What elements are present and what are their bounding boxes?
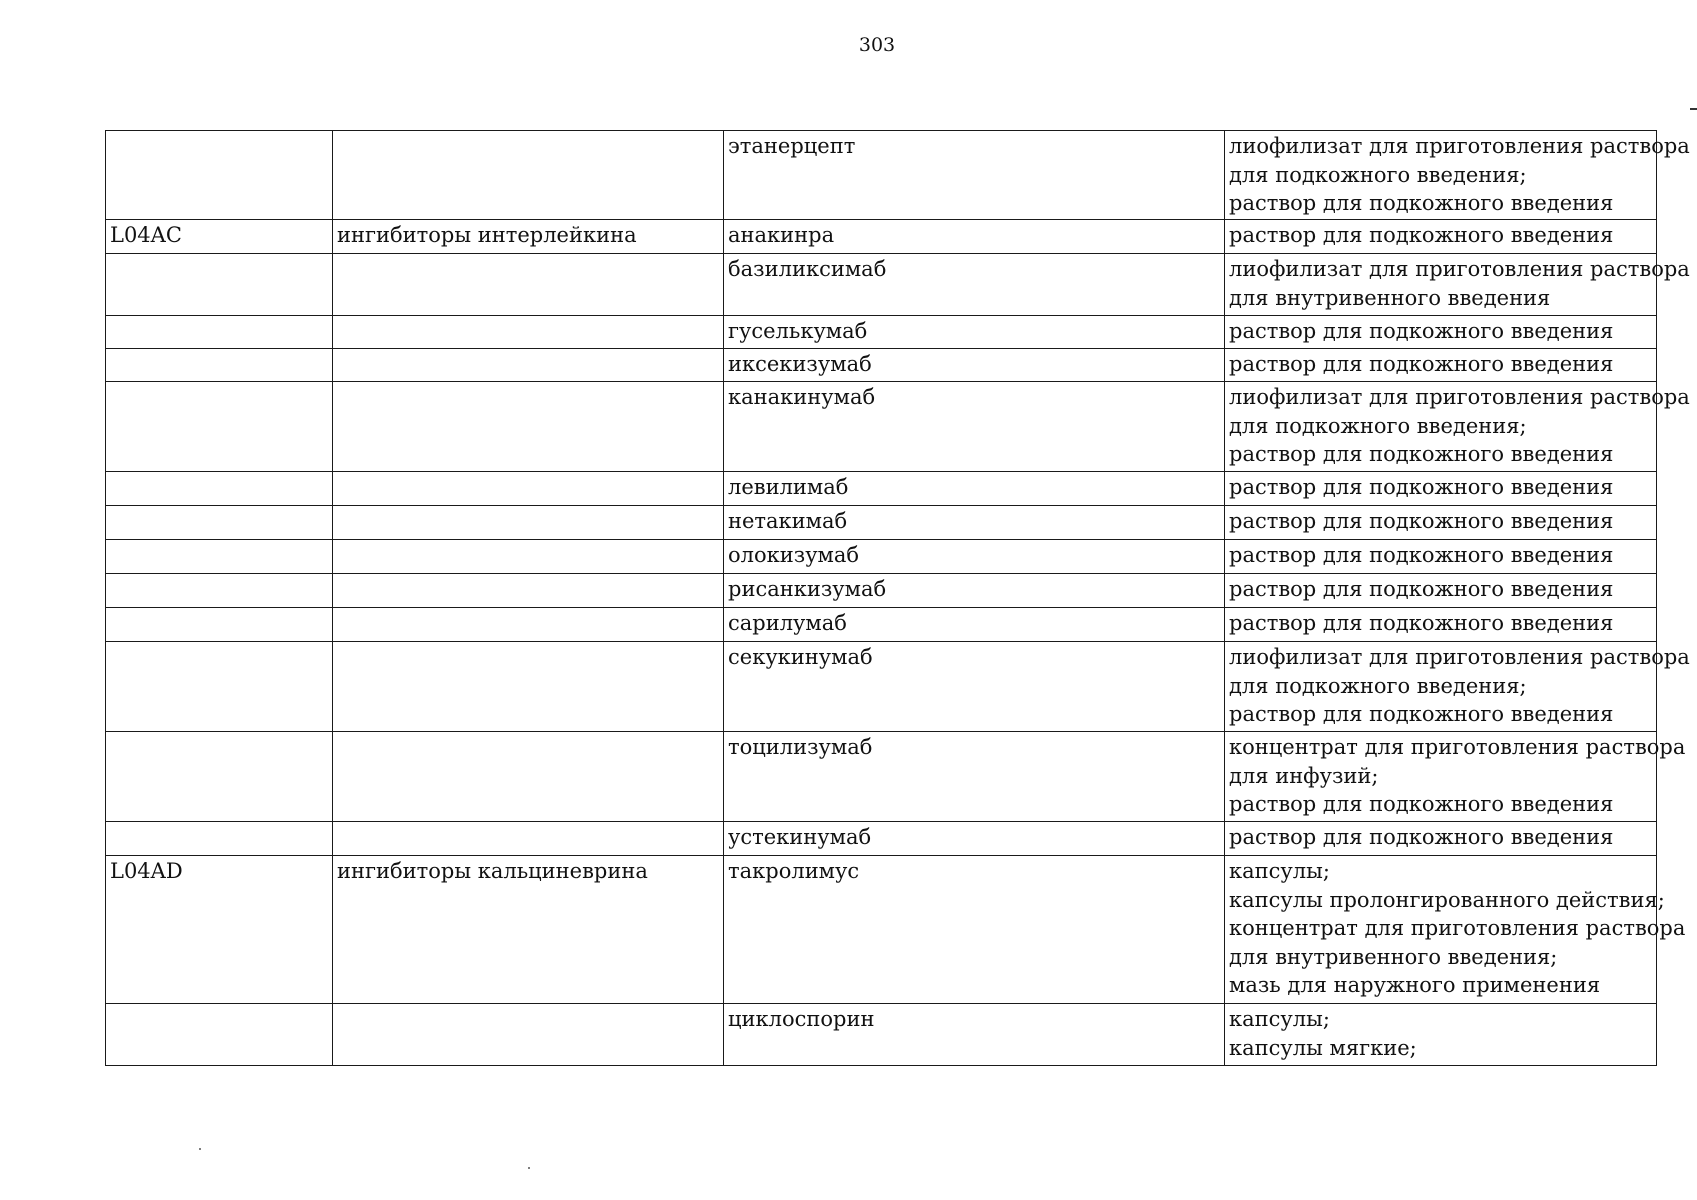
dosage-form-cell	[1225, 316, 1657, 349]
dosage-form-line: раствор для подкожного введения	[1229, 191, 1614, 215]
dosage-form-line: раствор для подкожного введения	[1229, 352, 1614, 376]
edge-mark	[1690, 108, 1697, 110]
table-row	[106, 608, 1657, 642]
dosage-form-line: капсулы пролонгированного действия;	[1229, 887, 1665, 912]
dosage-form-line: капсулы;	[1229, 859, 1330, 883]
atc-code-cell: L04AD	[106, 856, 333, 1004]
table-row	[106, 254, 1657, 316]
dosage-form-line: раствор для подкожного введения	[1229, 543, 1614, 567]
dosage-form-line: для внутривенного введения;	[1229, 944, 1558, 969]
atc-code-cell	[106, 642, 333, 732]
atc-code-cell	[106, 254, 333, 316]
dosage-form-line: для подкожного введения;	[1229, 162, 1527, 187]
group-name-cell	[333, 732, 724, 822]
dosage-form-cell	[1225, 254, 1690, 316]
dosage-form-line: капсулы;	[1229, 1007, 1330, 1031]
dosage-form-cell	[1225, 382, 1690, 472]
dosage-form-line: раствор для подкожного введения	[1229, 442, 1614, 466]
dosage-form-line: для инфузий;	[1229, 763, 1379, 788]
drug-name-cell: циклоспорин	[724, 1004, 1225, 1066]
atc-code-cell	[106, 574, 333, 608]
dosage-form-line: для подкожного введения;	[1229, 413, 1527, 438]
dosage-form-line: раствор для подкожного введения	[1229, 475, 1614, 499]
dosage-form-line: раствор для подкожного введения	[1229, 702, 1614, 726]
dosage-form-cell	[1225, 349, 1657, 382]
drug-name-cell: этанерцепт	[724, 131, 1225, 220]
atc-code-cell	[106, 540, 333, 574]
group-name-cell	[333, 316, 724, 349]
table-row	[106, 316, 1657, 349]
drug-list-table	[105, 130, 1690, 1066]
dosage-form-line: раствор для подкожного введения	[1229, 223, 1614, 247]
dosage-form-cell	[1225, 856, 1686, 1004]
table-row	[106, 506, 1657, 540]
dosage-form-cell	[1225, 506, 1657, 540]
scan-speck	[528, 1167, 530, 1169]
group-name-cell	[333, 382, 724, 472]
drug-name-cell: иксекизумаб	[724, 349, 1225, 382]
group-name-cell	[333, 254, 724, 316]
table-row	[106, 822, 1657, 856]
table-row	[106, 574, 1657, 608]
drug-name-cell: рисанкизумаб	[724, 574, 1225, 608]
group-name-cell	[333, 642, 724, 732]
group-name-cell	[333, 574, 724, 608]
dosage-form-line: капсулы мягкие;	[1229, 1035, 1417, 1060]
table-row	[106, 131, 1657, 220]
table-row	[106, 856, 1657, 1004]
dosage-form-line: лиофилизат для приготовления раствора	[1229, 257, 1690, 281]
table-row	[106, 472, 1657, 506]
dosage-form-line: мазь для наружного применения	[1229, 973, 1601, 997]
dosage-form-cell	[1225, 608, 1657, 642]
atc-code-cell: L04AC	[106, 220, 333, 254]
drug-name-cell: секукинумаб	[724, 642, 1225, 732]
dosage-form-cell	[1225, 1004, 1657, 1066]
dosage-form-line: раствор для подкожного введения	[1229, 611, 1614, 635]
atc-code-cell	[106, 131, 333, 220]
drug-name-cell: гуселькумаб	[724, 316, 1225, 349]
atc-code-cell	[106, 472, 333, 506]
drug-name-cell: такролимус	[724, 856, 1225, 1004]
table-row	[106, 382, 1657, 472]
dosage-form-line: концентрат для приготовления раствора	[1229, 735, 1686, 759]
atc-code-cell	[106, 506, 333, 540]
group-name-cell	[333, 472, 724, 506]
drug-name-cell: сарилумаб	[724, 608, 1225, 642]
drug-name-cell: канакинумаб	[724, 382, 1225, 472]
dosage-form-line: раствор для подкожного введения	[1229, 825, 1614, 849]
dosage-form-cell	[1225, 642, 1690, 732]
dosage-form-cell	[1225, 732, 1686, 822]
group-name-cell	[333, 822, 724, 856]
drug-name-cell: анакинра	[724, 220, 1225, 254]
drug-name-cell: устекинумаб	[724, 822, 1225, 856]
dosage-form-cell	[1225, 822, 1657, 856]
drug-name-cell: олокизумаб	[724, 540, 1225, 574]
group-name-cell	[333, 131, 724, 220]
dosage-form-cell	[1225, 220, 1657, 254]
dosage-form-line: раствор для подкожного введения	[1229, 319, 1614, 343]
atc-code-cell	[106, 316, 333, 349]
dosage-form-line: раствор для подкожного введения	[1229, 792, 1614, 816]
dosage-form-line: концентрат для приготовления раствора	[1229, 916, 1686, 940]
atc-code-cell	[106, 1004, 333, 1066]
table-row	[106, 349, 1657, 382]
drug-name-cell: левилимаб	[724, 472, 1225, 506]
group-name-cell	[333, 349, 724, 382]
atc-code-cell	[106, 732, 333, 822]
dosage-form-line: лиофилизат для приготовления раствора	[1229, 385, 1690, 409]
drug-name-cell: тоцилизумаб	[724, 732, 1225, 822]
table-row	[106, 1004, 1657, 1066]
group-name-cell	[333, 540, 724, 574]
dosage-form-line: для внутривенного введения	[1229, 285, 1551, 310]
group-name-cell	[333, 608, 724, 642]
atc-code-cell	[106, 349, 333, 382]
atc-code-cell	[106, 822, 333, 856]
atc-code-cell	[106, 382, 333, 472]
dosage-form-cell	[1225, 574, 1657, 608]
dosage-form-line: лиофилизат для приготовления раствора	[1229, 134, 1690, 158]
table-row	[106, 642, 1657, 732]
group-name-cell	[333, 506, 724, 540]
scan-speck	[199, 1148, 201, 1150]
group-name-cell: ингибиторы интерлейкина	[333, 220, 724, 254]
dosage-form-cell	[1225, 540, 1657, 574]
dosage-form-line: лиофилизат для приготовления раствора	[1229, 645, 1690, 669]
atc-code-cell	[106, 608, 333, 642]
table-row	[106, 540, 1657, 574]
group-name-cell	[333, 1004, 724, 1066]
drug-name-cell: нетакимаб	[724, 506, 1225, 540]
dosage-form-line: для подкожного введения;	[1229, 673, 1527, 698]
dosage-form-cell	[1225, 472, 1657, 506]
group-name-cell: ингибиторы кальциневрина	[333, 856, 724, 1004]
dosage-form-line: раствор для подкожного введения	[1229, 577, 1614, 601]
table-row	[106, 732, 1657, 822]
page-number: 303	[858, 34, 896, 56]
drug-name-cell: базиликсимаб	[724, 254, 1225, 316]
table-row	[106, 220, 1657, 254]
dosage-form-cell	[1225, 131, 1690, 220]
dosage-form-line: раствор для подкожного введения	[1229, 509, 1614, 533]
